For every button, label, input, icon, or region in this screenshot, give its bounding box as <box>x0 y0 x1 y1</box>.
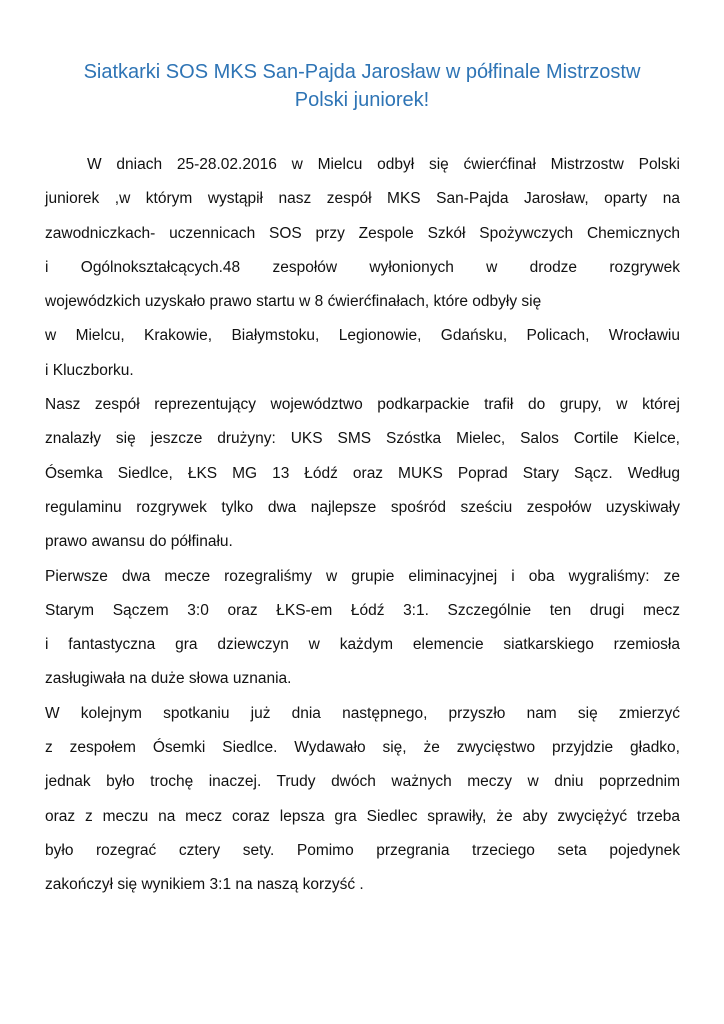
body-line: Starym Sączem 3:0 oraz ŁKS-em Łódź 3:1. Szczególnie ten drugi mecz <box>45 601 680 619</box>
body-line: regulaminu rozgrywek tylko dwa najlepsze spośród sześciu zespołów uzyskiwały <box>45 498 680 516</box>
title-line: Polski juniorek! <box>294 89 430 111</box>
body-line: Pierwsze dwa mecze rozegraliśmy w grupie eliminacyjnej i oba wygraliśmy: ze <box>45 567 680 585</box>
body-line: oraz z meczu na mecz coraz lepsza gra Siedlec sprawiły, że aby zwyciężyć trzeba <box>45 807 680 825</box>
body-line: W dniach 25-28.02.2016 w Mielcu odbył się ćwierćfinał Mistrzostw Polski <box>87 156 680 173</box>
body-line: i Ogólnokształcących.48 zespołów wyłonionych w drodze rozgrywek <box>45 258 680 276</box>
body-line: i fantastyczna gra dziewczyn w każdym elemencie siatkarskiego rzemiosła <box>45 636 680 654</box>
title-line: Siatkarki SOS MKS San-Pajda Jarosław w półfinale Mistrzostw <box>83 61 641 83</box>
body-line: i Kluczborku. <box>45 361 134 379</box>
body-line: było rozegrać cztery sety. Pomimo przegrania trzeciego seta pojedynek <box>45 841 680 859</box>
body-line: Ósemka Siedlce, ŁKS MG 13 Łódź oraz MUKS Poprad Stary Sącz. Według <box>45 464 680 482</box>
body-line: jednak było trochę inaczej. Trudy dwóch ważnych meczy w dniu poprzednim <box>45 773 680 791</box>
body-line: W kolejnym spotkaniu już dnia następnego, przyszło nam się zmierzyć <box>45 704 680 722</box>
article-body <box>45 148 680 903</box>
body-line: zasługiwała na duże słowa uznania. <box>45 670 292 688</box>
body-line: prawo awansu do półfinału. <box>45 533 233 551</box>
body-line: juniorek ,w którym wystąpił nasz zespół MKS San-Pajda Jarosław, oparty na <box>45 190 680 208</box>
body-line: zawodniczkach- uczennicach SOS przy Zespole Szkół Spożywczych Chemicznych <box>45 224 680 242</box>
body-line: wojewódzkich uzyskało prawo startu w 8 ćwierćfinałach, które odbyły się <box>45 293 542 311</box>
body-line: znalazły się jeszcze drużyny: UKS SMS Szóstka Mielec, Salos Cortile Kielce, <box>45 430 680 448</box>
body-line: z zespołem Ósemki Siedlce. Wydawało się, że zwycięstwo przyjdzie gładko, <box>45 739 680 757</box>
body-line: zakończył się wynikiem 3:1 na naszą korzyść . <box>45 876 364 894</box>
body-line: w Mielcu, Krakowie, Białymstoku, Legionowie, Gdańsku, Policach, Wrocławiu <box>45 327 680 345</box>
body-line: Nasz zespół reprezentujący województwo podkarpackie trafił do grupy, w której <box>45 396 680 414</box>
document-title <box>40 58 684 114</box>
